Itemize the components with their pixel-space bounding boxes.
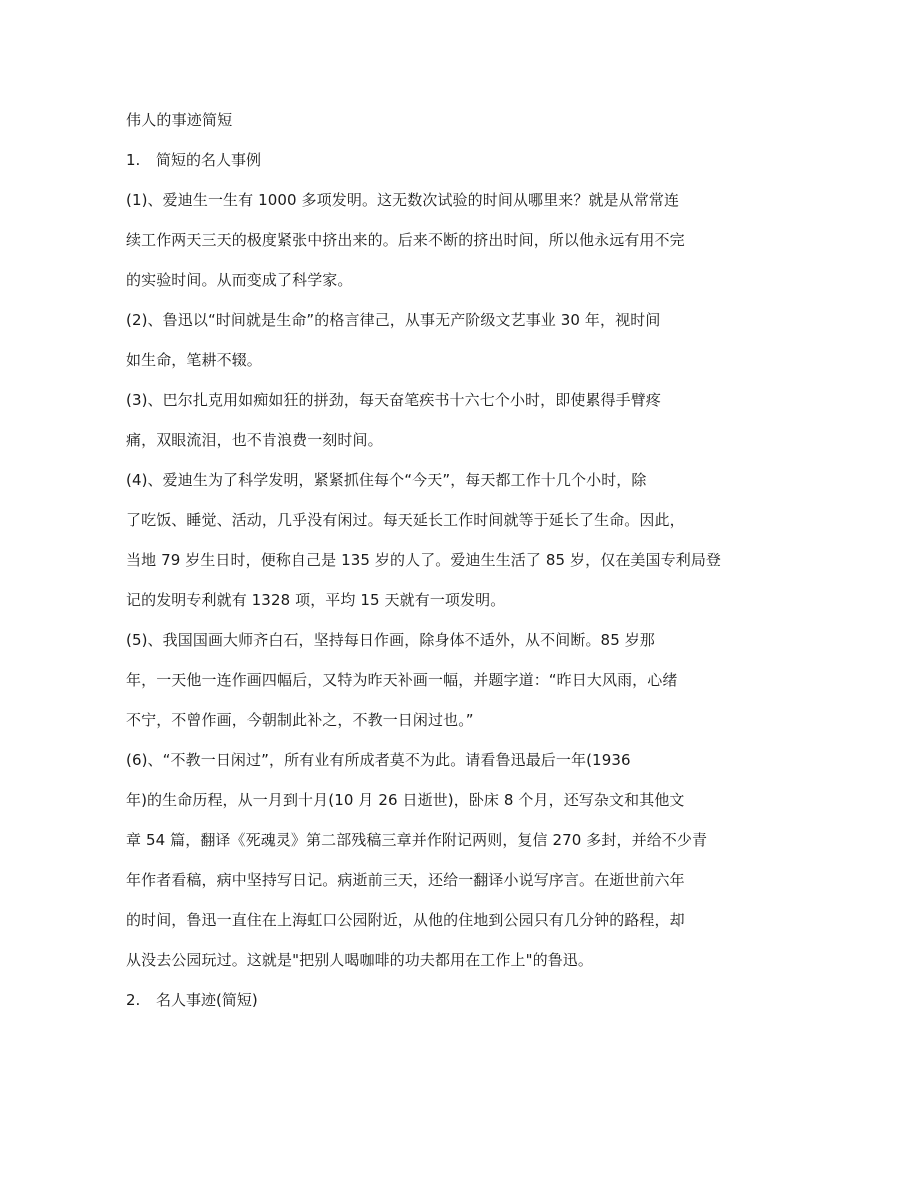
paragraph-1	[126, 180, 826, 300]
paragraph-line: 年作者看稿，病中坚持写日记。病逝前三天，还给一翻译小说写序言。在逝世前六年	[126, 871, 685, 889]
section-number-1: 1.	[126, 151, 141, 169]
page-title: 伟人的事迹简短	[126, 111, 233, 129]
paragraph-line: 的实验时间。从而变成了科学家。	[126, 271, 353, 289]
section-heading-1	[126, 140, 826, 180]
paragraph-line: 不宁，不曾作画，今朝制此补之，不教一日闲过也。”	[126, 711, 474, 729]
paragraph-line: 年)的生命历程，从一月到十月(10 月 26 日逝世)，卧床 8 个月，还写杂文和其他文	[126, 791, 685, 809]
section-title-1: 简短的名人事例	[156, 151, 262, 169]
section-title-2: 名人事迹(简短)	[156, 991, 258, 1009]
paragraph-line: (4)、爱迪生为了科学发明，紧紧抓住每个“今天”，每天都工作十几个小时，除	[126, 471, 647, 489]
paragraph-line: (2)、鲁迅以“时间就是生命”的格言律己，从事无产阶级文艺事业 30 年，视时间	[126, 311, 661, 329]
paragraph-line: (6)、“不教一日闲过”，所有业有所成者莫不为此。请看鲁迅最后一年(1936	[126, 751, 631, 769]
paragraph-line: 的时间，鲁迅一直住在上海虹口公园附近，从他的住地到公园只有几分钟的路程，却	[126, 911, 685, 929]
section-number-2: 2.	[126, 991, 141, 1009]
paragraph-3	[126, 380, 826, 460]
paragraph-4	[126, 460, 826, 620]
document-content	[126, 100, 826, 1020]
paragraph-5	[126, 620, 826, 740]
paragraph-line: 年，一天他一连作画四幅后，又特为昨天补画一幅，并题字道：“昨日大风雨，心绪	[126, 671, 678, 689]
paragraph-line: (3)、巴尔扎克用如痴如狂的拼劲，每天奋笔疾书十六七个小时，即使累得手臂疼	[126, 391, 661, 409]
paragraph-line: 如生命，笔耕不辍。	[126, 351, 262, 369]
paragraph-line: 当地 79 岁生日时，便称自己是 135 岁的人了。爱迪生生活了 85 岁，仅在美国专利局登	[126, 551, 722, 569]
paragraph-line: 了吃饭、睡觉、活动，几乎没有闲过。每天延长工作时间就等于延长了生命。因此，	[126, 511, 685, 529]
section-heading-2	[126, 980, 826, 1020]
paragraph-line: 章 54 篇，翻译《死魂灵》第二部残稿三章并作附记两则，复信 270 多封，并给不少青	[126, 831, 708, 849]
paragraph-line: 记的发明专利就有 1328 项，平均 15 天就有一项发明。	[126, 591, 506, 609]
paragraph-6	[126, 740, 826, 980]
paragraph-line: 从没去公园玩过。这就是"把别人喝咖啡的功夫都用在工作上"的鲁迅。	[126, 951, 594, 969]
paragraph-2	[126, 300, 826, 380]
paragraph-line: (1)、爱迪生一生有 1000 多项发明。这无数次试验的时间从哪里来？就是从常常连	[126, 191, 680, 209]
paragraph-line: 续工作两天三天的极度紧张中挤出来的。后来不断的挤出时间，所以他永远有用不完	[126, 231, 685, 249]
paragraph-line: (5)、我国国画大师齐白石，坚持每日作画，除身体不适外，从不间断。85 岁那	[126, 631, 655, 649]
paragraph-line: 痛，双眼流泪，也不肯浪费一刻时间。	[126, 431, 383, 449]
